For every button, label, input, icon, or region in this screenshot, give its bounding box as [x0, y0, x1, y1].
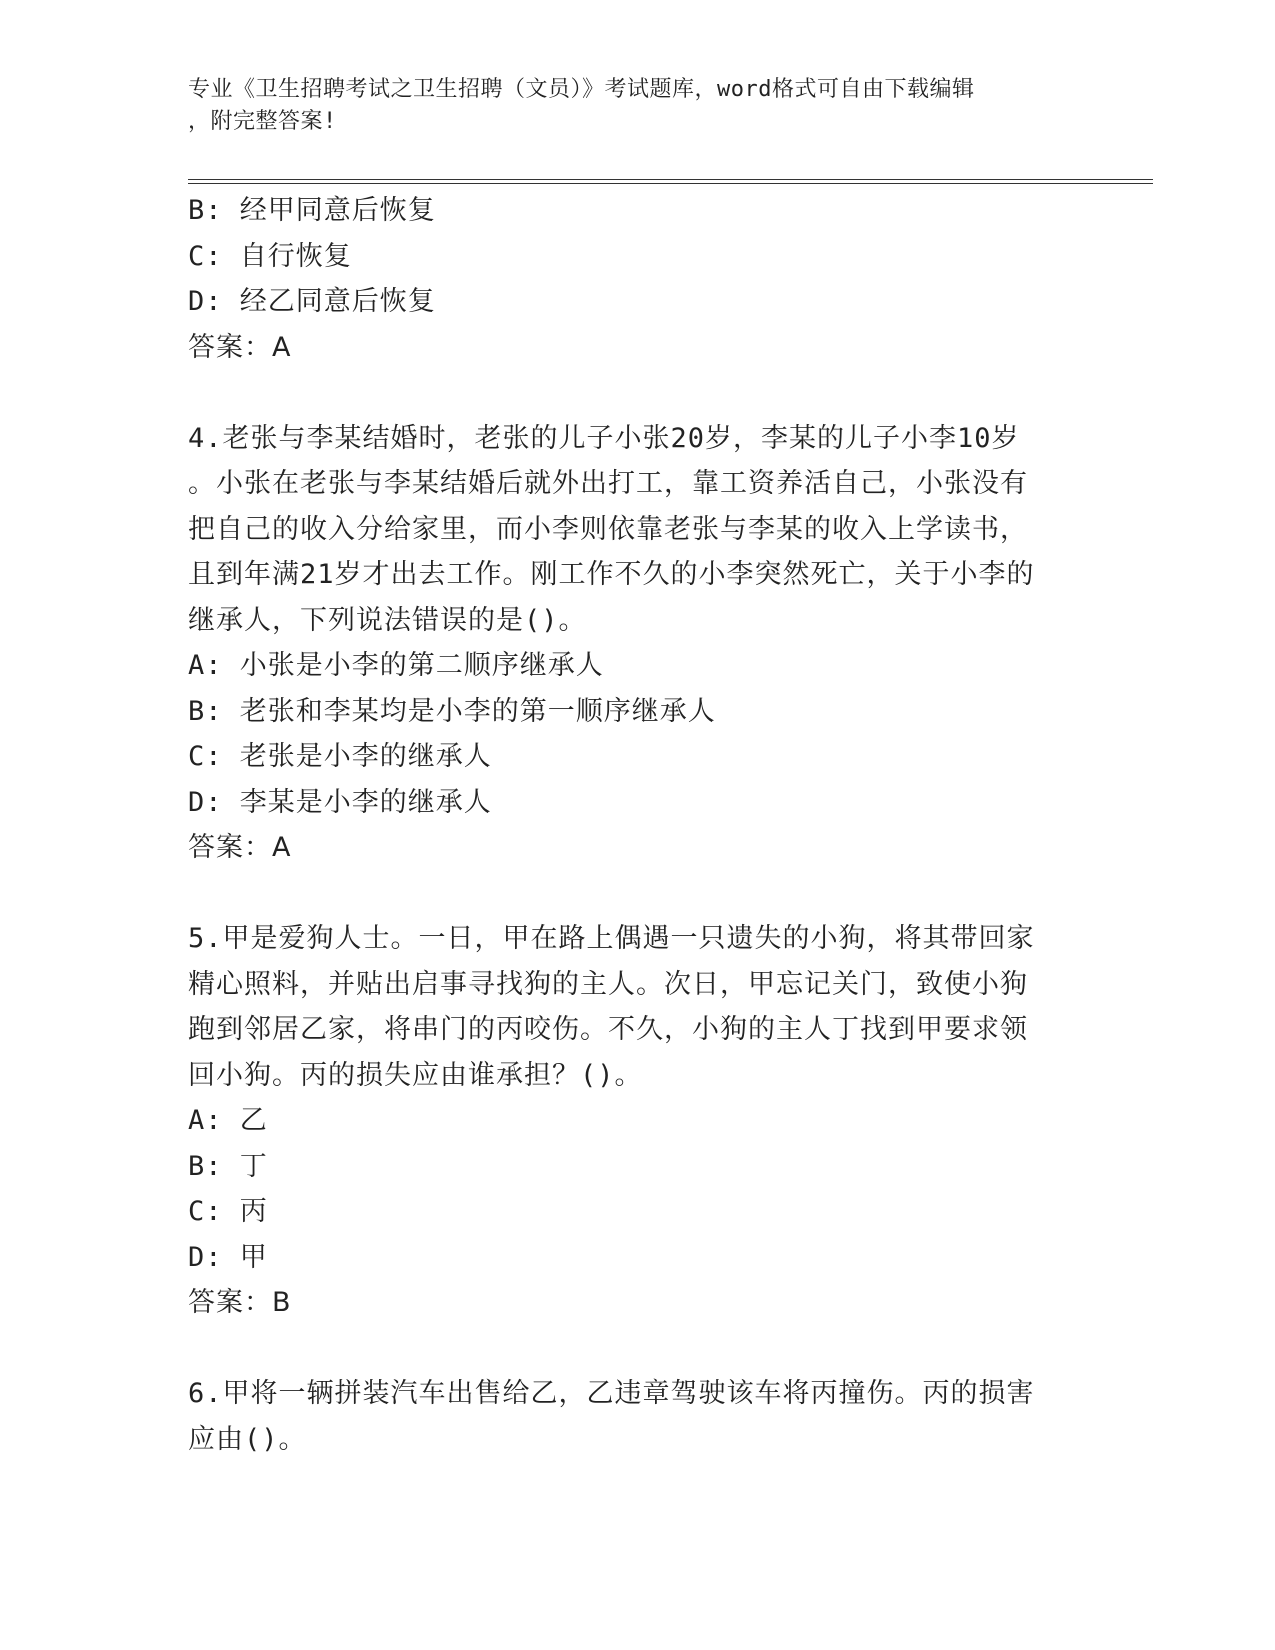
q5-stem-line: 回小狗。丙的损失应由谁承担？()。 [188, 1059, 643, 1091]
q4-answer: 答案：A [188, 832, 292, 863]
header-line-2: ，附完整答案! [188, 109, 337, 134]
spacer [188, 370, 1088, 416]
question-4 [188, 416, 1088, 871]
q3-answer: 答案：A [188, 331, 292, 363]
spacer [188, 1326, 1088, 1372]
q5-option-b: B: 丁 [188, 1150, 268, 1182]
q5-answer: 答案：B [188, 1287, 292, 1318]
q4-option-d: D: 李某是小李的继承人 [188, 786, 492, 818]
q4-stem-line: 且到年满21岁才出去工作。刚工作不久的小李突然死亡，关于小李的 [188, 559, 1035, 590]
document-header [188, 74, 1068, 138]
q5-option-a: A: 乙 [188, 1105, 268, 1136]
q5-stem-line: 精心照料，并贴出启事寻找狗的主人。次日，甲忘记关门，致使小狗 [188, 968, 1028, 1000]
q4-option-c: C: 老张是小李的继承人 [188, 741, 492, 772]
q4-option-a: A: 小张是小李的第二顺序继承人 [188, 650, 604, 681]
q4-stem-line: 4.老张与李某结婚时，老张的儿子小张20岁，李某的儿子小李10岁 [188, 422, 1020, 454]
q4-option-b: B: 老张和李某均是小李的第一顺序继承人 [188, 695, 716, 727]
q5-stem-line: 跑到邻居乙家，将串门的丙咬伤。不久，小狗的主人丁找到甲要求领 [188, 1014, 1028, 1045]
q4-stem-line: 继承人，下列说法错误的是()。 [188, 604, 587, 636]
question-6 [188, 1371, 1088, 1462]
header-line-1: 专业《卫生招聘考试之卫生招聘（文员）》考试题库，word格式可自由下载编辑 [188, 77, 975, 102]
question-5 [188, 916, 1088, 1326]
q3-option-d: D: 经乙同意后恢复 [188, 286, 436, 317]
question-3-remainder [188, 188, 1088, 370]
q4-stem-line: 。小张在老张与李某结婚后就外出打工，靠工资养活自己，小张没有 [188, 468, 1028, 499]
header-divider-bottom [188, 183, 1153, 184]
q3-option-c: C: 自行恢复 [188, 240, 352, 272]
q6-stem-line: 6.甲将一辆拼装汽车出售给乙，乙违章驾驶该车将丙撞伤。丙的损害 [188, 1378, 1035, 1409]
q5-stem-line: 5.甲是爱狗人士。一日，甲在路上偶遇一只遗失的小狗，将其带回家 [188, 923, 1035, 954]
q3-option-b: B: 经甲同意后恢复 [188, 195, 436, 226]
q6-stem-line: 应由()。 [188, 1423, 307, 1455]
q4-stem-line: 把自己的收入分给家里，而小李则依靠老张与李某的收入上学读书， [188, 513, 1028, 545]
q5-option-c: C: 丙 [188, 1196, 268, 1227]
spacer [188, 871, 1088, 917]
document-body [188, 188, 1088, 1462]
q5-option-d: D: 甲 [188, 1241, 268, 1273]
header-divider-top [188, 179, 1153, 180]
